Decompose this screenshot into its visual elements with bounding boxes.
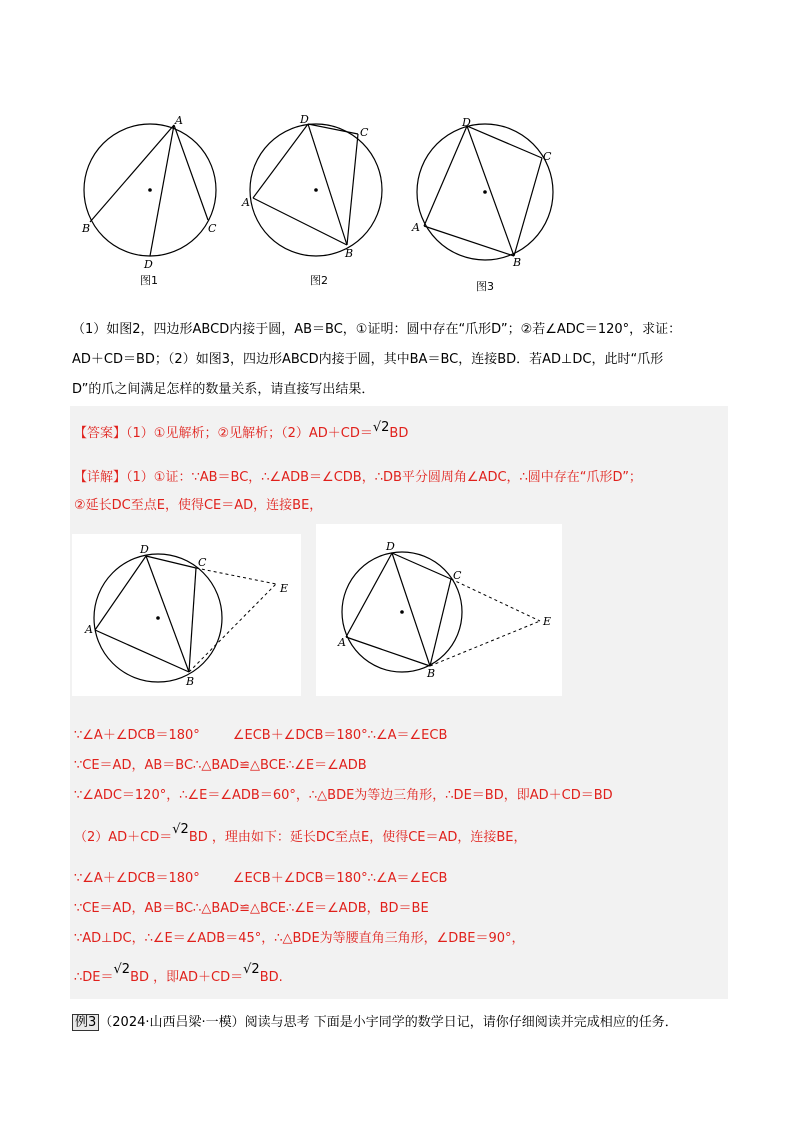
example-3-line: [72, 1013, 678, 1033]
detail-text-1: （1）①证：∵AB＝BC，∴∠ADB＝∠CDB，∴DB平分圆周角∠ADC，∴圆中存在“爪形D”；: [126, 470, 642, 485]
fig2-label-d: D: [300, 113, 309, 126]
answer-line: [74, 420, 409, 444]
fig2-label-c: C: [360, 126, 369, 139]
mid-figure-left: [72, 534, 301, 696]
fig2-label-b: B: [345, 247, 354, 260]
proof-line-4a: （2）AD＋CD＝: [74, 830, 173, 845]
mid-right-label-b: B: [427, 667, 436, 680]
fig1-label-c: C: [208, 222, 217, 235]
detail-line-1: [74, 468, 642, 488]
mid-left-label-a: A: [85, 623, 93, 636]
answer-text-1: （1）①见解析；②见解析；（2）AD＋CD＝: [126, 426, 373, 441]
proof-line-5: ∵∠A＋∠DCB＝180° ∠ECB＋∠DCB＝180°∴∠A＝∠ECB: [74, 871, 448, 886]
proof-line-8-sqrt-2: √2: [243, 962, 260, 977]
fig2-caption: 图2: [310, 274, 328, 287]
answer-sqrt: √2: [372, 420, 390, 435]
proof-line-8a: ∴DE＝: [74, 970, 114, 985]
mid-figure-right: [316, 524, 562, 696]
fig1-label-a: A: [175, 114, 183, 127]
mid-left-label-b: B: [186, 675, 195, 688]
mid-right-label-e: E: [543, 615, 552, 628]
proof-line-4b: BD ，理由如下：延长DC至点E，使得CE＝AD，连接BE，: [188, 830, 527, 845]
proof-line-2: ∵CE＝AD，AB＝BC∴△BAD≌△BCE∴∠E＝∠ADB: [74, 758, 367, 773]
fig3-label-c: C: [543, 150, 552, 163]
mid-right-label-c: C: [453, 569, 462, 582]
fig2-label-a: A: [242, 196, 250, 209]
proof-line-8b: BD ，即AD＋CD＝: [130, 970, 244, 985]
fig3-caption: 图3: [476, 280, 494, 293]
detail-line-2: ②延长DC至点E，使得CE＝AD，连接BE，: [74, 498, 323, 513]
question-line-3: D”的爪之间满足怎样的数量关系，请直接写出结果．: [72, 382, 375, 397]
question-line-1: （1）如图2，四边形ABCD内接于圆，AB＝BC，①证明：圆中存在“爪形D”；②若∠ADC＝120°，求证：: [72, 322, 682, 337]
proof-line-3: ∵∠ADC＝120°，∴∠E＝∠ADB＝60°，∴△BDE为等边三角形，∴DE＝BD，即AD＋CD＝BD: [74, 788, 613, 803]
fig1-label-b: B: [82, 222, 91, 235]
example-3-tag: 例3: [72, 1014, 99, 1031]
figure-3: [410, 112, 560, 297]
figure-2: [240, 112, 390, 292]
mid-left-label-c: C: [198, 556, 207, 569]
fig3-label-a: A: [412, 221, 420, 234]
mid-figure-right-box: [316, 524, 562, 696]
proof-line-8-sqrt-1: √2: [113, 962, 131, 977]
proof-line-4: [74, 822, 527, 848]
fig1-label-d: D: [144, 258, 153, 271]
proof-line-8: [74, 962, 283, 988]
mid-left-label-e: E: [280, 582, 289, 595]
proof-line-7: ∵AD⊥DC，∴∠E＝∠ADB＝45°，∴△BDE为等腰直角三角形，∠DBE＝90°，: [74, 931, 525, 946]
proof-line-1: ∵∠A＋∠DCB＝180° ∠ECB＋∠DCB＝180°∴∠A＝∠ECB: [74, 728, 448, 743]
proof-line-6: ∵CE＝AD，AB＝BC∴△BAD≌△BCE∴∠E＝∠ADB，BD＝BE: [74, 901, 429, 916]
proof-line-4-sqrt: √2: [172, 822, 189, 837]
detail-tag: 【详解】: [74, 470, 127, 485]
mid-right-label-d: D: [386, 540, 395, 553]
answer-tag: 【答案】: [74, 426, 127, 441]
example-3-text: （2024·山西吕梁·一模）阅读与思考 下面是小宇同学的数学日记，请你仔细阅读并完成相应的任务．: [99, 1015, 678, 1030]
fig3-label-d: D: [462, 116, 471, 129]
question-line-2: AD＋CD＝BD；（2）如图3，四边形ABCD内接于圆，其中BA＝BC，连接BD．若AD⊥DC，此时“爪形: [72, 352, 664, 367]
figure-1: [78, 112, 228, 292]
proof-line-8c: BD.: [259, 970, 283, 985]
answer-text-2: BD: [389, 426, 409, 441]
mid-left-label-d: D: [140, 543, 149, 556]
mid-figure-left-box: [72, 534, 301, 696]
fig3-label-b: B: [513, 256, 522, 269]
mid-right-label-a: A: [338, 636, 346, 649]
fig1-caption: 图1: [140, 274, 158, 287]
